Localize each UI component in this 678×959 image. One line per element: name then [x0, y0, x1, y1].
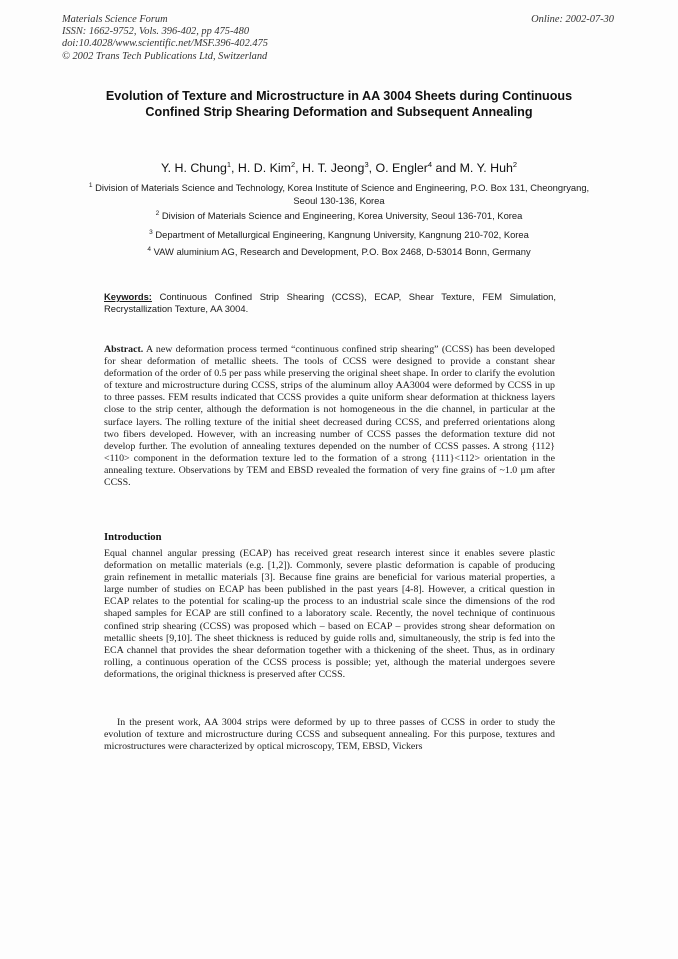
author	[238, 161, 302, 175]
author-name: Y. H. Chung	[160, 161, 227, 176]
affiliation-number: 2	[155, 210, 160, 217]
keywords-text: Continuous Confined Strip Shearing (CCSS), ECAP, Shear Texture, FEM Simulation, Recrystallization Texture, AA 3004.	[104, 291, 556, 315]
copyright-line: © 2002 Trans Tech Publications Ltd, Switzerland	[62, 50, 268, 62]
author-separator: ,	[368, 161, 376, 176]
author-separator: ,	[295, 161, 302, 176]
journal-header	[62, 14, 392, 63]
keywords-block	[104, 291, 556, 316]
abstract-block	[104, 344, 555, 489]
keywords-label: Keywords:	[104, 291, 152, 302]
author	[376, 161, 460, 175]
author-name: M. Y. Huh	[459, 161, 513, 176]
author-separator: ,	[231, 161, 238, 176]
section-heading-introduction: Introduction	[104, 532, 162, 543]
paper-title: Evolution of Texture and Microstructure in AA 3004 Sheets during Continuous Confined Strip Shearing Deformation and Subsequent Annealing	[105, 89, 573, 119]
affiliation-text: Division of Materials Science and Technology, Korea Institute of Science and Engineering, P.O. Box 131, Cheongryang, Seoul 130-136, Korea	[95, 182, 590, 206]
abstract-text: A new deformation process termed “continuous confined strip shearing” (CCSS) has been developed for shear deformation of metallic sheets. The tools of CCSS were designed to provide a constant shear deformation of the order of 0.5 per pass while preserving the original sheet shape. In order to clarify the evolution of texture and microstructure during CCSS, strips of the aluminum alloy AA3004 were deformed by CCSS in up to three passes. FEM results indicated that CCSS provides a quite uniform shear deformation at thickness layers close to the strip center, although the deformation is not homogeneous in the die channel, in particular at the surface layers. The rolling texture of the initial sheet decreased during CCSS, and preferred orientations along two fibers developed. However, with an increasing number of CCSS passes the deformation texture did not develop further. The evolution of annealing textures depended on the number of CCSS passes. A strong {112}<110> component in the deformation texture led to the formation of a strong {111}<112> orientation in the annealing texture. Observations by TEM and EBSD revealed the formation of very fine grains of ~1.0 µm after CCSS.	[104, 344, 555, 489]
intro-paragraph: In the present work, AA 3004 strips were deformed by up to three passes of CCSS in order to study the evolution of texture and microstructure during CCSS and subsequent annealing. For this purpose, textures and microstructures were characterized by optical microscopy, TEM, EBSD, Vickers	[104, 717, 555, 753]
intro-paragraph: Equal channel angular pressing (ECAP) has received great research interest since it enables severe plastic deformation on metallic materials (e.g. [1,2]). Commonly, severe plastic deformation is capable of producing grain refinement in metallic materials [3]. Because fine grains are beneficial for various material properties, a large number of studies on ECAP has been published in the past years [4-8]. However, a critical question in ECAP relates to the potential for scaling-up the process to an industrial scale since the dimensions of the rod shaped samples for ECAP are still confined to a laboratory scale. Recently, the novel technique of continuous confined strip shearing (CCSS) was proposed which – based on ECAP – provides strong shear deformation on metallic sheets [9,10]. The sheet thickness is reduced by guide rolls and, simultaneously, the strip is fed into the ECA channel that provides the shear deformation together with a thickening of the sheet. Thus, as in ordinary rolling, a continuous operation of the CCSS process is possible; yet, although the material undergoes severe deformations, the original thickness is preserved after CCSS.	[104, 548, 555, 680]
affiliation-text: VAW aluminium AG, Research and Development, P.O. Box 2468, D-53014 Bonn, Germany	[153, 246, 531, 258]
affiliation	[80, 208, 598, 223]
affiliation	[80, 180, 598, 207]
author-name: H. T. Jeong	[302, 161, 365, 176]
affiliation-text: Division of Materials Science and Engineering, Korea University, Seoul 136-701, Korea	[161, 210, 523, 222]
author	[161, 161, 238, 175]
author-list	[80, 160, 598, 175]
author-affiliation-mark: 2	[290, 160, 296, 169]
author-affiliation-mark: 3	[364, 160, 369, 169]
author-affiliation-mark: 1	[226, 160, 232, 169]
author-affiliation-mark: 2	[512, 160, 518, 169]
affiliation-number: 3	[149, 229, 153, 236]
affiliation	[80, 244, 598, 259]
author	[302, 161, 376, 175]
affiliation-number: 4	[147, 246, 151, 253]
online-date: Online: 2002-07-30	[531, 14, 614, 25]
journal-name: Materials Science Forum	[62, 14, 168, 25]
author-separator: and	[432, 161, 460, 176]
abstract-label: Abstract.	[104, 344, 144, 355]
author-name: O. Engler	[375, 161, 428, 176]
doi-line[interactable]: doi:10.4028/www.scientific.net/MSF.396-402.475	[62, 38, 268, 50]
affiliation-number: 1	[88, 182, 93, 189]
author	[460, 161, 517, 175]
issn-line: ISSN: 1662-9752, Vols. 396-402, pp 475-480	[62, 26, 250, 38]
affiliation-text: Department of Metallurgical Engineering, Kangnung University, Kangnung 210-702, Korea	[155, 229, 529, 241]
author-name: H. D. Kim	[237, 161, 291, 176]
affiliation	[80, 227, 598, 242]
author-affiliation-mark: 4	[427, 160, 433, 169]
